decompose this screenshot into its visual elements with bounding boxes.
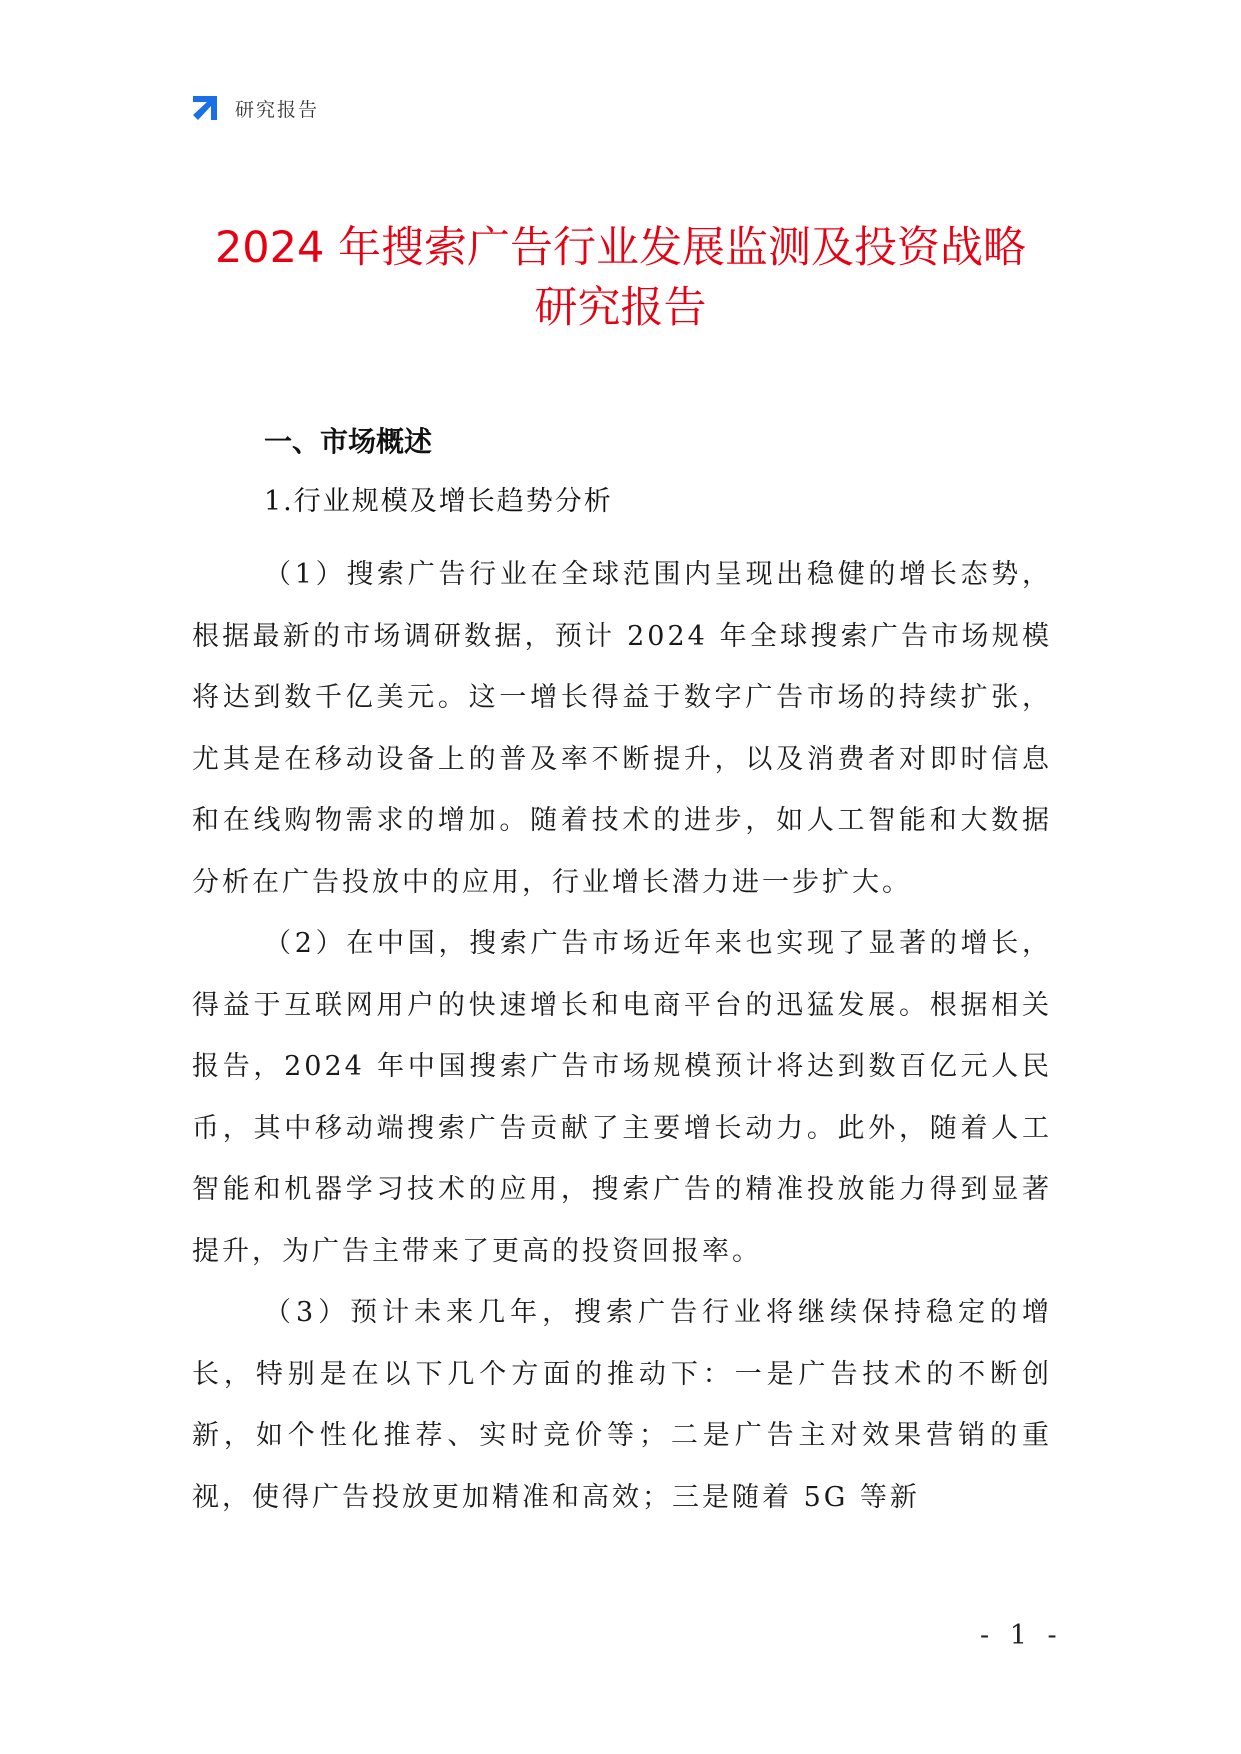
section-heading: 一、市场概述 (264, 425, 433, 458)
document-title (150, 218, 1091, 338)
title-line-2: 研究报告 (534, 283, 707, 333)
title-line-1: 2024 年搜索广告行业发展监测及投资战略 (214, 223, 1027, 273)
header-label: 研究报告 (235, 98, 320, 121)
page-number: - 1 - (980, 1620, 1063, 1651)
arrow-up-right-icon (189, 92, 221, 124)
section-subheading: 1.行业规模及增长趋势分析 (264, 486, 613, 517)
page-header (189, 88, 319, 128)
body-paragraph: （2）在中国，搜索广告市场近年来也实现了显著的增长，得益于互联网用户的快速增长和电商平台的迅猛发展。根据相关报告，2024 年中国搜索广告市场规模预计将达到数百亿元人民币，其中移动端搜索广告贡献了主要增长动力。此外，随着人工智能和机器学习技术的应用，搜索广告的精准投放能力得到显著提升，为广告主带来了更高的投资回报率。 (192, 928, 1052, 1267)
body-paragraph: （1）搜索广告行业在全球范围内呈现出稳健的增长态势，根据最新的市场调研数据，预计 2024 年全球搜索广告市场规模将达到数千亿美元。这一增长得益于数字广告市场的持续扩张，尤其是在移动设备上的普及率不断提升，以及消费者对即时信息和在线购物需求的增加。随着技术的进步，如人工智能和大数据分析在广告投放中的应用，行业增长潜力进一步扩大。 (192, 559, 1052, 898)
body-paragraph: （3）预计未来几年，搜索广告行业将继续保持稳定的增长，特别是在以下几个方面的推动下：一是广告技术的不断创新，如个性化推荐、实时竞价等；二是广告主对效果营销的重视，使得广告投放更加精准和高效；三是随着 5G 等新 (192, 1297, 1052, 1513)
document-body (192, 420, 1052, 1528)
